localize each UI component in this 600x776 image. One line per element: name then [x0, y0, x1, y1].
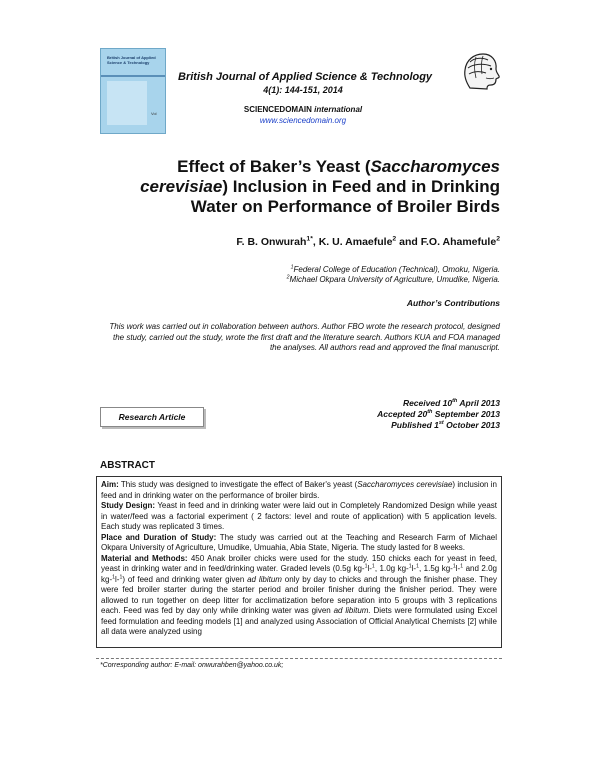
date-accepted	[300, 409, 500, 420]
abstract-place	[101, 533, 497, 554]
author-name: K. U. Amaefule	[318, 236, 393, 248]
methods-text: l-	[115, 574, 120, 584]
author-list	[100, 236, 500, 248]
date-received	[300, 398, 500, 409]
aim-text: ) inclusion in feed and in drinking water on the performance of broiler birds.	[101, 480, 497, 500]
abstract-design	[101, 501, 497, 533]
journal-cover-image	[100, 48, 166, 134]
methods-sup: 1	[408, 563, 412, 570]
paper-title	[100, 157, 500, 217]
cover-artwork	[107, 81, 147, 125]
affiliation-number: 2	[286, 274, 290, 281]
methods-italic: ad libitum	[247, 574, 282, 584]
methods-text: l-	[411, 564, 417, 573]
methods-sup: 1	[364, 563, 368, 570]
place-text: The study was carried out at the Teaching and Research Farm of Michael Okpara University of Agriculture, Umudike, Umuahia, Abia State, Nigeria. The study lasted for 8 weeks.	[101, 532, 497, 552]
methods-text: l-	[367, 564, 372, 573]
affiliation-line	[100, 265, 500, 275]
affiliation-text: Michael Okpara University of Agriculture, Umudike, Nigeria.	[289, 275, 500, 284]
aim-label: Aim:	[101, 480, 119, 489]
methods-italic: ad libitum.	[333, 606, 371, 615]
date-label: Received 10	[402, 398, 453, 408]
journal-header	[178, 70, 433, 96]
contributions-heading: Author’s Contributions	[406, 298, 500, 308]
design-label: Study Design:	[101, 501, 156, 510]
date-rest: April 2013	[457, 398, 500, 408]
article-type-badge: Research Article	[100, 407, 204, 427]
date-label: Accepted 20	[377, 409, 428, 419]
affiliations	[100, 265, 500, 285]
date-ordinal: st	[438, 420, 444, 427]
journal-name: British Journal of Applied Science & Technology	[178, 71, 433, 83]
methods-sup: 1	[416, 563, 419, 570]
methods-text: , 1.0g kg-	[374, 564, 409, 573]
author-name: F.O. Ahamefule	[420, 236, 497, 248]
abstract-box	[96, 476, 502, 648]
date-rest: September 2013	[432, 409, 500, 419]
journal-volume: 4(1): 144-151, 2014	[263, 85, 343, 95]
methods-text: and 2.0g kg-	[101, 564, 497, 584]
methods-text: Diets were formulated using Excel feed formulation and feeding models [1] and analyzed using Association of Official Analytical Chemists [2] while all data were analyzed using	[101, 606, 497, 636]
contributions-text: This work was carried out in collaboration between authors. Author FBO wrote the research protocol, designed the study, carried out the study, wrote the first draft and the literature search. Authors KUA and FOA managed the analyses. All authors read and approved the final manuscript.	[109, 322, 500, 352]
title-species: Saccharomyces cerevisiae	[140, 157, 500, 196]
publisher-logo-icon	[456, 48, 502, 94]
author-affiliation-mark: 1*	[306, 235, 313, 243]
corresponding-author-footnote: *Corresponding author: E-mail: onwurahben@yahoo.co.uk;	[100, 662, 284, 669]
methods-text: 450 Anak broiler chicks were used for the study. 150 chicks each for yeast in feed, yeast in drinking water and in feed/drinking water. Graded levels (0.5g kg-	[101, 553, 498, 573]
methods-sup: 1	[452, 563, 456, 570]
publisher-name	[178, 105, 428, 115]
date-label: Published 1	[391, 420, 439, 430]
author-separator: ,	[312, 236, 319, 248]
methods-text: only by day to chicks and through the finisher phase. They were fed broiler starter during the starter period and broiler finisher during the finisher period. They were allowed to run together on deep litter for acclimatization before separation into 5 groups with 3 replications each. Feed was fed by day only while drinking water was given	[101, 574, 498, 615]
methods-text: l-	[455, 564, 461, 573]
methods-label: Material and Methods:	[101, 553, 188, 563]
publisher-suffix: international	[314, 105, 363, 114]
abstract-heading: ABSTRACT	[100, 460, 155, 471]
title-part-1: Effect of Baker’s Yeast (	[177, 157, 371, 176]
title-part-2: ) Inclusion in Feed and in Drinking Water on Performance of Broiler Birds	[190, 177, 500, 216]
cover-volume: Vol	[151, 111, 157, 116]
publication-dates	[300, 398, 500, 431]
aim-species: Saccharomyces cerevisiae	[357, 480, 453, 489]
cover-band	[101, 75, 165, 77]
cover-title: British Journal of Applied Science & Technology	[107, 55, 156, 65]
affiliation-text: Federal College of Education (Technical), Omoku, Nigeria.	[293, 265, 500, 274]
author-affiliation-mark: 2	[496, 235, 500, 243]
author-separator: and	[396, 236, 421, 248]
author-name: F. B. Onwurah	[236, 236, 307, 248]
methods-text: ) of feed and drinking water given	[122, 574, 248, 584]
affiliation-number: 1	[290, 264, 294, 271]
place-label: Place and Duration of Study:	[101, 532, 217, 542]
methods-sup: 1	[460, 563, 464, 570]
methods-sup: 1	[119, 573, 123, 580]
date-ordinal: th	[427, 409, 433, 416]
author-affiliation-mark: 2	[392, 235, 397, 243]
date-published	[300, 420, 500, 431]
methods-text: , 1.5g kg-	[418, 564, 453, 573]
design-text: Yeast in feed and in drinking water were laid out in Completely Randomized Design while yeast in water/feed was a factorial experiment ( 2 factors: level and route of application) with 5 application levels. Each study was replicated 3 times.	[101, 501, 498, 531]
date-ordinal: th	[452, 398, 458, 405]
affiliation-line	[100, 275, 500, 285]
methods-sup: 1	[371, 563, 375, 570]
footnote-divider	[96, 658, 502, 659]
aim-text: This study was designed to investigate the effect of Baker's yeast (	[118, 480, 358, 489]
date-rest: October 2013	[443, 420, 500, 430]
publisher-url-link[interactable]: www.sciencedomain.org	[259, 116, 347, 125]
abstract-aim	[101, 480, 497, 501]
abstract-methods	[101, 554, 497, 638]
methods-sup: 1	[112, 573, 116, 580]
publisher-prefix: SCIENCEDOMAIN	[243, 105, 312, 114]
